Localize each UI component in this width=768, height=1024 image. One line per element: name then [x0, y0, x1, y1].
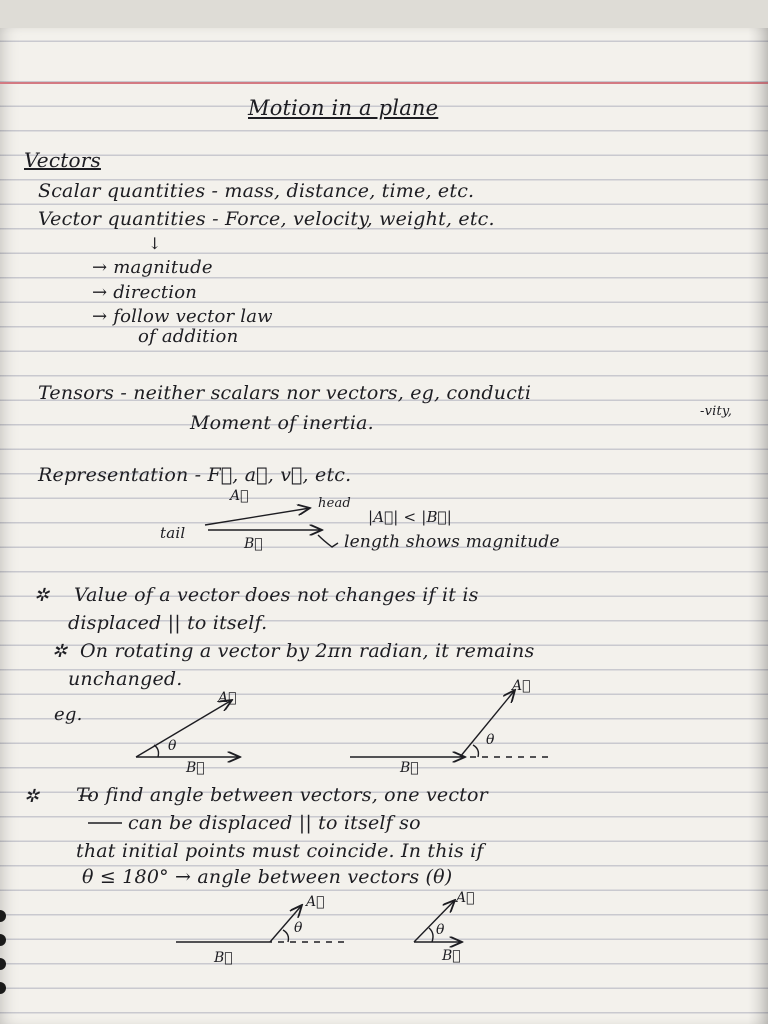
point1-line1: Value of a vector does not changes if it is	[74, 584, 479, 606]
angle-line4: θ ≤ 180° → angle between vectors (θ)	[82, 866, 453, 888]
rep-a-label: A⃗	[230, 488, 249, 504]
eg1-theta: θ	[168, 738, 177, 754]
representation-line: Representation - F⃗, a⃗, v⃗, etc.	[38, 464, 352, 486]
bullet-star: ✲	[34, 585, 50, 606]
angle-line1: To find angle between vectors, one vector	[76, 784, 488, 806]
eg-label: eg.	[54, 704, 83, 725]
head-label: head	[318, 496, 351, 511]
ad2-vector-a	[414, 900, 455, 942]
point2-line2: unchanged.	[68, 668, 183, 690]
point1-line2: displaced || to itself.	[68, 612, 268, 634]
rep-b-label: B⃗	[244, 536, 263, 552]
ad1-angle-arc	[283, 930, 288, 942]
vector-line: Vector quantities - Force, velocity, weight, etc.	[38, 208, 495, 230]
eg1-b-label: B⃗	[186, 760, 205, 776]
tensors-cont: -vity,	[700, 404, 733, 419]
ad2-angle-arc	[429, 928, 433, 942]
tensors-line: Tensors - neither scalars nor vectors, eg, conducti	[38, 382, 532, 404]
bullet-star: ✲	[24, 786, 40, 807]
prop-addition: of addition	[138, 326, 239, 347]
angle-line3: that initial points must coincide. In this if	[76, 840, 484, 862]
point2-line1: On rotating a vector by 2πn radian, it remains	[80, 640, 535, 662]
eg2-b-label: B⃗	[400, 760, 419, 776]
tail-label: tail	[160, 524, 186, 542]
bullet-star: ✲	[52, 641, 68, 662]
section-heading: Vectors	[24, 148, 101, 172]
tensors-line2: Moment of inertia.	[190, 412, 374, 434]
ad2-b-label: B⃗	[442, 948, 461, 964]
length-note: length shows magnitude	[344, 532, 560, 552]
eg1-a-label: A⃗	[218, 690, 237, 706]
ad1-b-label: B⃗	[214, 950, 233, 966]
prop-follow-law: → follow vector law	[92, 306, 273, 327]
angle-line2: can be displaced || to itself so	[128, 812, 421, 834]
eg2-theta: θ	[486, 732, 495, 748]
eg2-a-label: A⃗	[512, 678, 531, 694]
magnitude-compare: |A⃗| < |B⃗|	[368, 508, 452, 526]
scalar-line: Scalar quantities - mass, distance, time, etc.	[38, 180, 475, 202]
prop-magnitude: → magnitude	[92, 257, 213, 278]
ad2-a-label: A⃗	[456, 890, 475, 906]
down-arrow: ↓	[148, 234, 162, 253]
prop-direction: → direction	[92, 282, 198, 303]
ad1-theta: θ	[294, 920, 303, 936]
ad1-a-label: A⃗	[306, 894, 325, 910]
ad2-theta: θ	[436, 922, 445, 938]
page-title: Motion in a plane	[248, 96, 439, 120]
